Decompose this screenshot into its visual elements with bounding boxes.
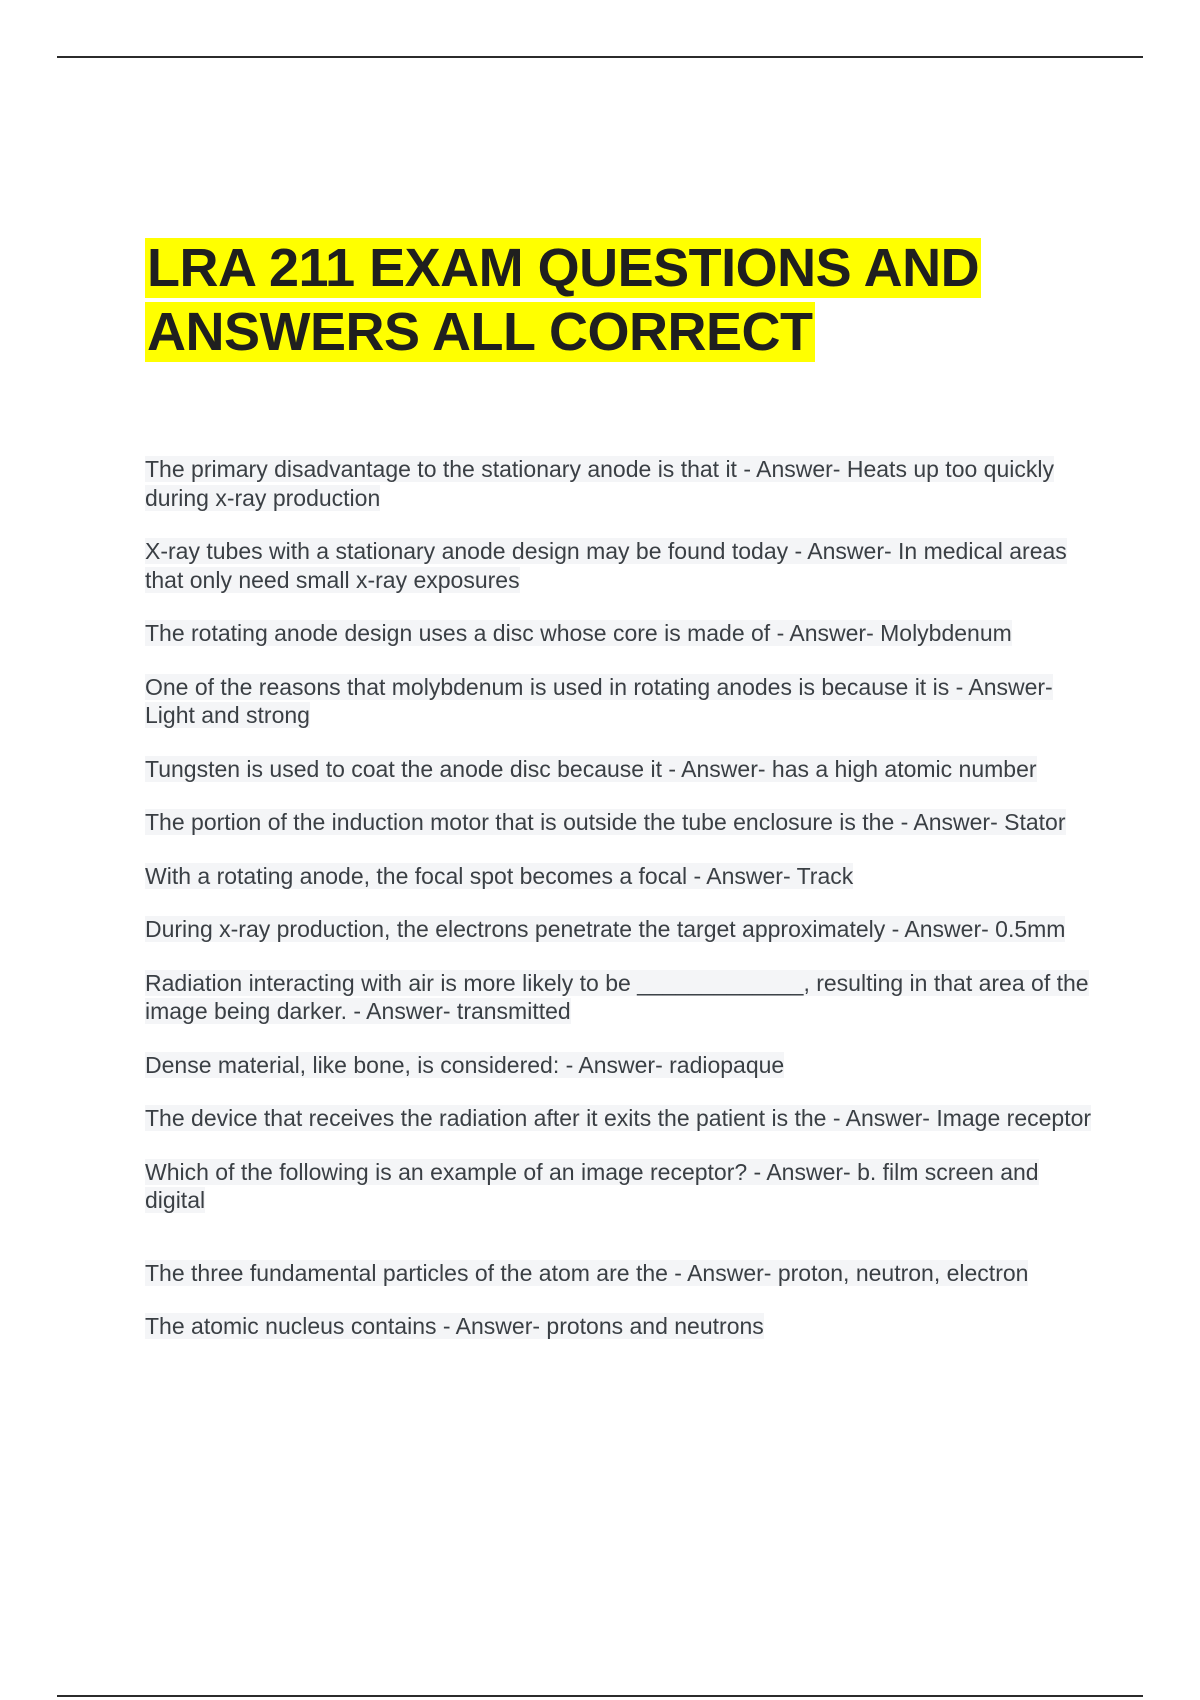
qa-item [145, 808, 1095, 837]
qa-item [145, 1312, 1095, 1341]
qa-item [145, 1158, 1095, 1215]
top-rule [57, 56, 1143, 58]
qa-text: Which of the following is an example of an image receptor? - Answer- b. film screen and digital [145, 1158, 1039, 1213]
qa-text: Tungsten is used to coat the anode disc because it - Answer- has a high atomic number [145, 755, 1037, 782]
bottom-rule [57, 1695, 1143, 1697]
document-title [145, 236, 1105, 364]
qa-text: Dense material, like bone, is considered: - Answer- radiopaque [145, 1051, 785, 1078]
qa-item [145, 862, 1095, 891]
qa-text: X-ray tubes with a stationary anode design may be found today - Answer- In medical areas that only need small x-ray exposures [145, 538, 1067, 593]
qa-text: The device that receives the radiation after it exits the patient is the - Answer- Image receptor [145, 1105, 1092, 1131]
qa-item [145, 1259, 1095, 1288]
qa-text: The portion of the induction motor that is outside the tube enclosure is the - Answer- Stator [145, 809, 1066, 835]
qa-item [145, 1051, 1095, 1080]
qa-list [145, 455, 1095, 1366]
qa-text: The three fundamental particles of the atom are the - Answer- proton, neutron, electron [145, 1259, 1029, 1286]
qa-text: The atomic nucleus contains - Answer- protons and neutrons [145, 1313, 764, 1339]
title-line-1: LRA 211 EXAM QUESTIONS AND [147, 238, 980, 298]
qa-item [145, 673, 1095, 730]
qa-text: One of the reasons that molybdenum is used in rotating anodes is because it is - Answer- Light and strong [145, 673, 1053, 728]
qa-text: The rotating anode design uses a disc whose core is made of - Answer- Molybdenum [145, 620, 1012, 646]
qa-item [145, 455, 1095, 512]
qa-item [145, 755, 1095, 784]
qa-text: During x-ray production, the electrons penetrate the target approximately - Answer- 0.5mm [145, 916, 1066, 942]
qa-text: Radiation interacting with air is more likely to be _____________, resulting in that area of the image being darker. - Answer- transmitted [145, 969, 1089, 1024]
qa-text: The primary disadvantage to the stationary anode is that it - Answer- Heats up too quickly during x-ray production [145, 456, 1054, 511]
qa-text: With a rotating anode, the focal spot becomes a focal - Answer- Track [145, 862, 854, 889]
qa-item [145, 619, 1095, 648]
title-line-2: ANSWERS ALL CORRECT [147, 302, 813, 362]
qa-item [145, 915, 1095, 944]
qa-item [145, 537, 1095, 594]
qa-item [145, 969, 1095, 1026]
qa-item [145, 1104, 1095, 1133]
